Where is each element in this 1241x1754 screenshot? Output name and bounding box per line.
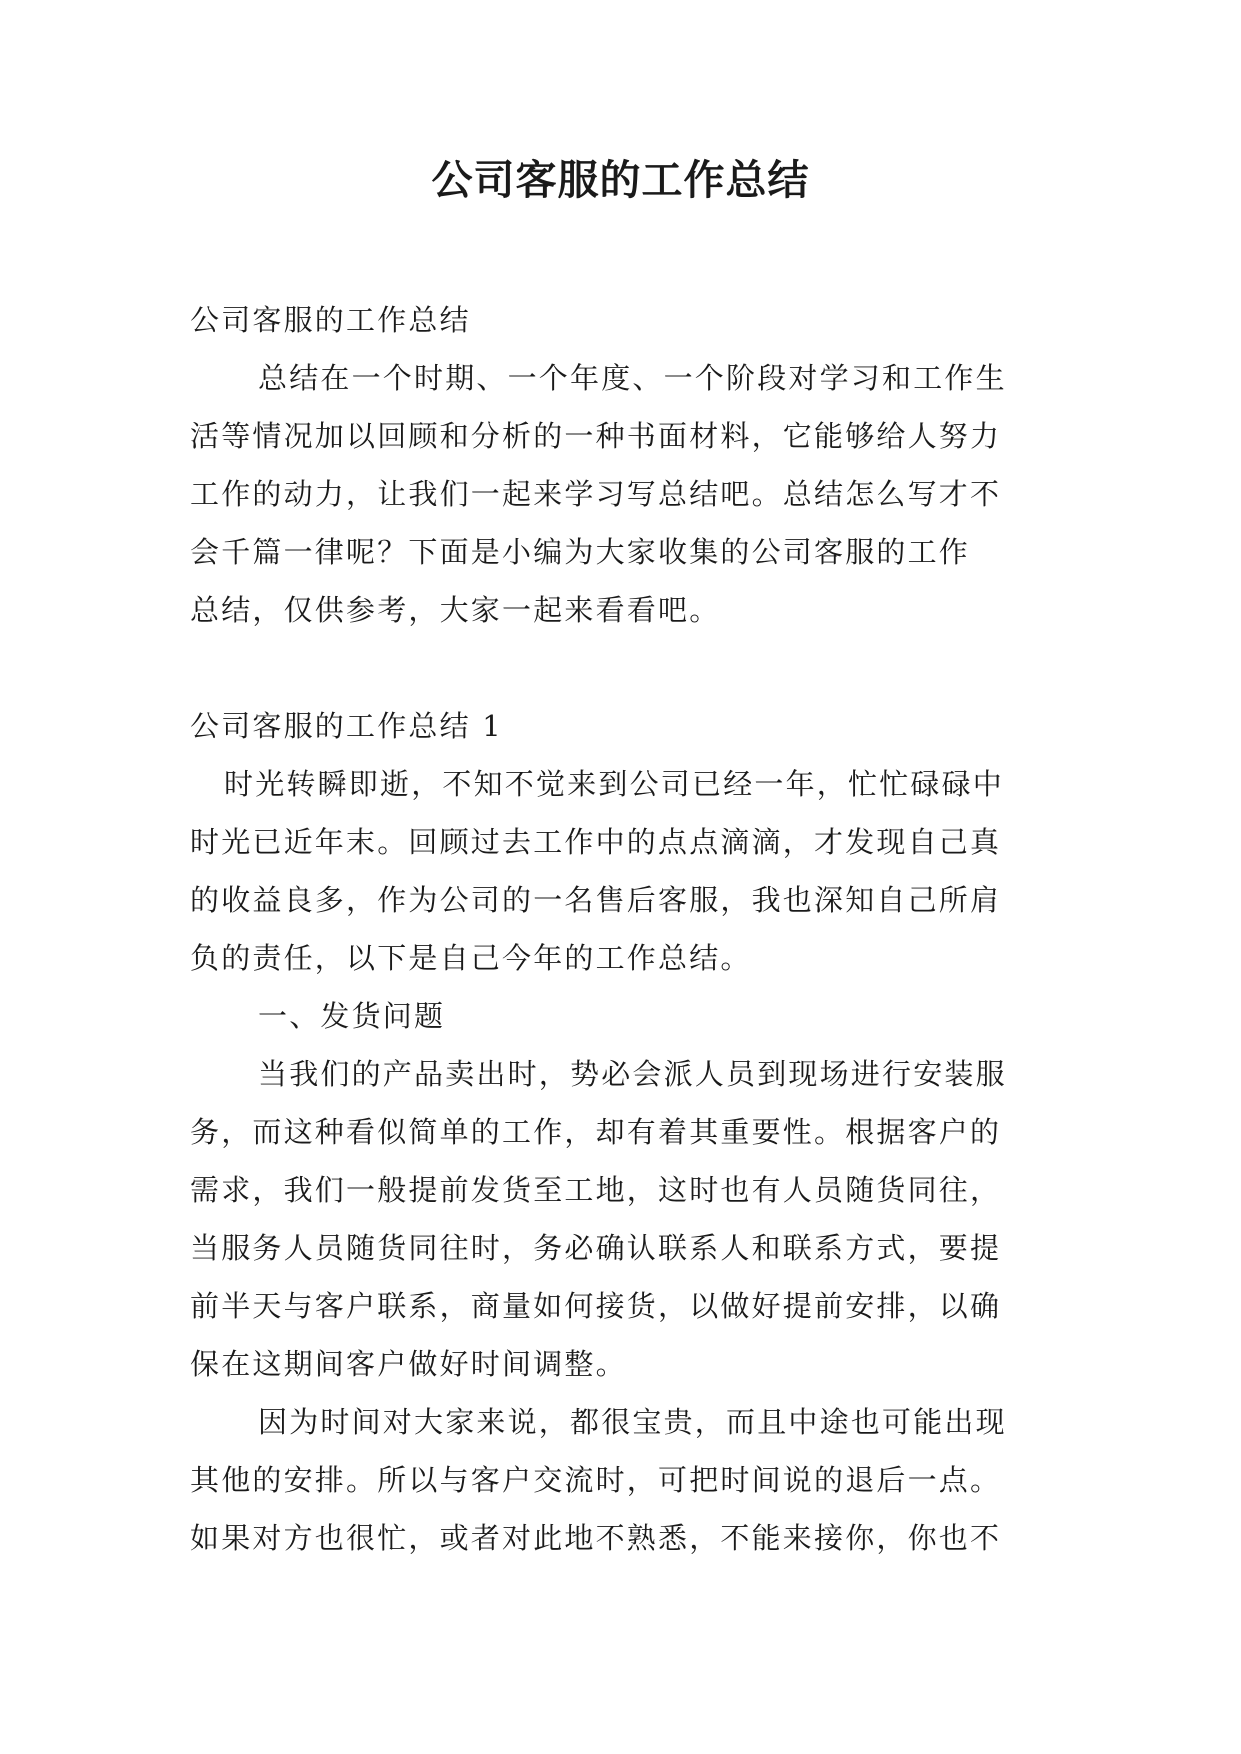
paragraph-line: 总结，仅供参考，大家一起来看看吧。 xyxy=(190,593,721,627)
document-title: 公司客服的工作总结 xyxy=(431,156,810,204)
paragraph-line: 如果对方也很忙，或者对此地不熟悉，不能来接你，你也不 xyxy=(190,1521,1002,1555)
paragraph-line: 当我们的产品卖出时，势必会派人员到现场进行安装服 xyxy=(258,1057,1007,1091)
paragraph-line: 保在这期间客户做好时间调整。 xyxy=(190,1347,627,1381)
blank-line xyxy=(190,639,1050,697)
paragraph-line: 当服务人员随货同往时，务必确认联系人和联系方式，要提 xyxy=(190,1231,1002,1265)
paragraph-line: 的收益良多，作为公司的一名售后客服，我也深知自己所肩 xyxy=(190,883,1002,917)
paragraph-line: 活等情况加以回顾和分析的一种书面材料，它能够给人努力 xyxy=(190,419,1002,453)
paragraph-line: 前半天与客户联系，商量如何接货，以做好提前安排，以确 xyxy=(190,1289,1002,1323)
section-heading: 公司客服的工作总结 1 xyxy=(190,709,503,743)
document-body xyxy=(190,291,1050,1567)
paragraph-line: 工作的动力，让我们一起来学习写总结吧。总结怎么写才不 xyxy=(190,477,1002,511)
paragraph-line: 会千篇一律呢？下面是小编为大家收集的公司客服的工作 xyxy=(190,535,971,569)
section-heading: 公司客服的工作总结 xyxy=(190,303,471,337)
subsection-heading: 一、发货问题 xyxy=(258,999,446,1033)
paragraph-line: 时光转瞬即逝，不知不觉来到公司已经一年，忙忙碌碌中 xyxy=(224,767,1005,801)
paragraph-line: 其他的安排。所以与客户交流时，可把时间说的退后一点。 xyxy=(190,1463,1002,1497)
paragraph-line: 需求，我们一般提前发货至工地，这时也有人员随货同往， xyxy=(190,1173,1002,1207)
paragraph-line: 负的责任，以下是自己今年的工作总结。 xyxy=(190,941,752,975)
paragraph-line: 时光已近年末。回顾过去工作中的点点滴滴，才发现自己真 xyxy=(190,825,1002,859)
paragraph-line: 总结在一个时期、一个年度、一个阶段对学习和工作生 xyxy=(258,361,1007,395)
paragraph-line: 务，而这种看似简单的工作，却有着其重要性。根据客户的 xyxy=(190,1115,1002,1149)
paragraph-line: 因为时间对大家来说，都很宝贵，而且中途也可能出现 xyxy=(258,1405,1007,1439)
